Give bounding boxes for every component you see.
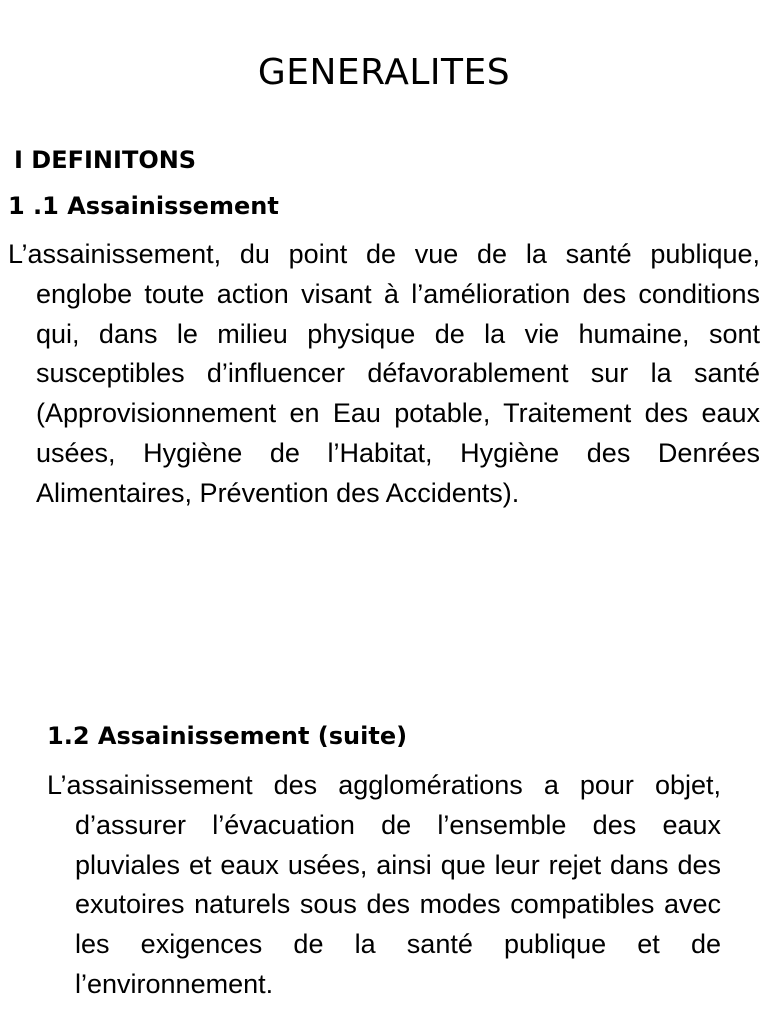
subsection-heading-assainissement: 1 .1 Assainissement xyxy=(8,192,279,220)
paragraph-assainissement-definition: L’assainissement, du point de vue de la santé publique, englobe toute action visant à l’amélioration des conditions qui, dans le milieu physique de la vie humaine, sont susceptibles d’influencer défavorablement sur la santé (Approvisionnement en Eau potable, Traitement des eaux usées, Hygiène de l’Habitat, Hygiène des Denrées Alimentaires, Prévention des Accidents). xyxy=(8,239,760,508)
subsection-heading-assainissement-suite: 1.2 Assainissement (suite) xyxy=(47,722,408,750)
section-heading-definitions: I DEFINITONS xyxy=(14,146,197,174)
page-title: GENERALITES xyxy=(257,52,511,93)
paragraph-assainissement-agglomerations: L’assainissement des agglomérations a pour objet, d’assurer l’évacuation de l’ensemble des eaux pluviales et eaux usées, ainsi que leur rejet dans des exutoires naturels sous des modes compatibles avec les exigences de la santé publique et de l’environnement. xyxy=(47,770,721,999)
